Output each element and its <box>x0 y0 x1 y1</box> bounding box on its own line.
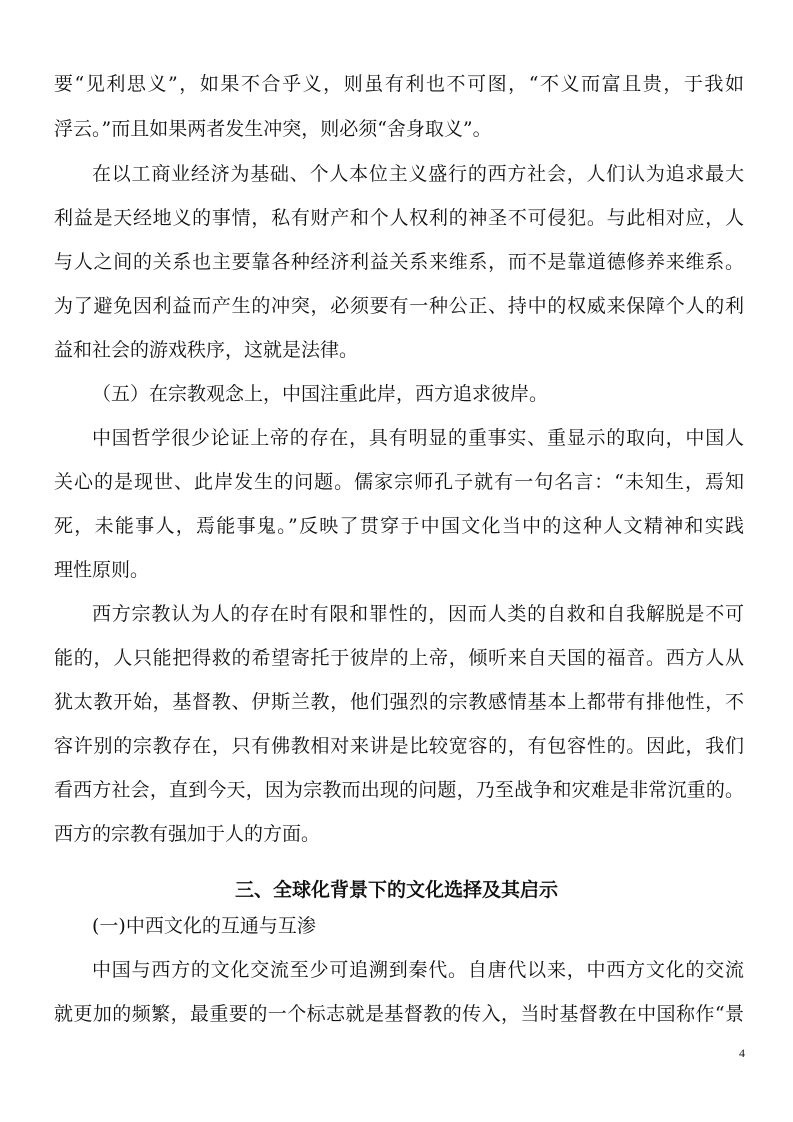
paragraph-line: 西方宗教认为人的存在时有限和罪性的，因而人类的自救和自我解脱是不可 <box>92 603 744 625</box>
paragraph-line: 关心的是现世、此岸发生的问题。儒家宗师孔子就有一句名言：“未知生，焉知 <box>54 471 744 493</box>
subheading-line: （五）在宗教观念上，中国注重此岸，西方追求彼岸。 <box>92 383 549 405</box>
paragraph-line: 中国与西方的文化交流至少可追溯到秦代。自唐代以来，中西方文化的交流 <box>92 959 744 981</box>
section-heading: 三、全球化背景下的文化选择及其启示 <box>234 879 558 901</box>
paragraph-line: 容许别的宗教存在，只有佛教相对来讲是比较宽容的，有包容性的。因此，我们 <box>54 735 744 757</box>
paragraph-line: 看西方社会，直到今天，因为宗教而出现的问题，乃至战争和灾难是非常沉重的。 <box>54 779 744 801</box>
paragraph-line: 益和社会的游戏秩序，这就是法律。 <box>54 339 359 361</box>
paragraph-line: 在以工商业经济为基础、个人本位主义盛行的西方社会，人们认为追求最大 <box>92 163 744 185</box>
page-number: 4 <box>739 1046 745 1060</box>
paragraph-line: 死，未能事人，焉能事鬼。”反映了贯穿于中国文化当中的这种人文精神和实践 <box>54 515 744 537</box>
paragraph-line: 要“见利思义”，如果不合乎义，则虽有利也不可图，“不义而富且贵，于我如 <box>54 73 744 95</box>
paragraph-line: 理性原则。 <box>54 559 150 581</box>
paragraph-line: 西方的宗教有强加于人的方面。 <box>54 823 321 845</box>
paragraph-line: 能的，人只能把得救的希望寄托于彼岸的上帝，倾听来自天国的福音。西方人从 <box>54 647 744 669</box>
paragraph-line: 犹太教开始，基督教、伊斯兰教，他们强烈的宗教感情基本上都带有排他性，不 <box>54 691 744 713</box>
paragraph-line: 中国哲学很少论证上帝的存在，具有明显的重事实、重显示的取向，中国人 <box>92 427 744 449</box>
subheading-line: (一)中西文化的互通与互渗 <box>92 915 316 937</box>
paragraph-line: 就更加的频繁，最重要的一个标志就是基督教的传入，当时基督教在中国称作“景 <box>54 1003 744 1025</box>
paragraph-line: 利益是天经地义的事情，私有财产和个人权利的神圣不可侵犯。与此相对应，人 <box>54 207 744 229</box>
paragraph-line: 为了避免因利益而产生的冲突，必须要有一种公正、持中的权威来保障个人的利 <box>54 295 744 317</box>
paragraph-line: 与人之间的关系也主要靠各种经济利益关系来维系，而不是靠道德修养来维系。 <box>54 251 744 273</box>
paragraph-line: 浮云。”而且如果两者发生冲突，则必须“舍身取义”。 <box>54 118 492 140</box>
